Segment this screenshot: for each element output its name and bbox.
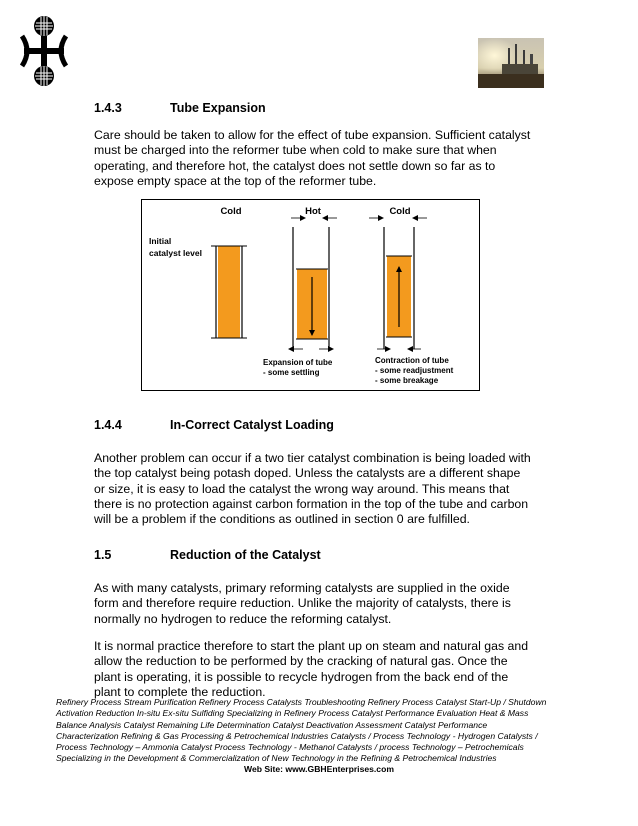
text-line: or size, it is easy to load the catalyst the wrong way around. This means that	[94, 481, 510, 496]
section-number: 1.5	[94, 548, 112, 562]
footer-line: Characterization Refining & Gas Processing & Petrochemical Industries Catalysts / Process Technology - Hydrogen Catalysts /	[56, 730, 538, 741]
text-line: will be a problem if the conditions as outlined in section 0 are fulfilled.	[94, 512, 470, 527]
footer-line: Activation Reduction In-situ Ex-situ Sulfiding Specializing in Refinery Process Catalyst Performance Evaluation Heat & Mass	[56, 708, 529, 719]
tube-expansion-diagram	[141, 199, 480, 391]
company-logo	[20, 14, 68, 88]
section-title: In-Correct Catalyst Loading	[170, 418, 334, 432]
paragraph-tube-expansion	[94, 128, 554, 189]
text-line: plant is operating, it is possible to recycle hydrogen from the back end of the	[94, 669, 509, 684]
text-line: must be charged into the reformer tube when cold to make sure that when	[94, 143, 497, 158]
tube-label-cold-1: Cold	[220, 206, 242, 217]
text-line: normally no hydrogen to reduce the reforming catalyst.	[94, 611, 392, 626]
tube-label-cold-2: Cold	[389, 206, 411, 217]
text-line: the top catalyst being potash doped. Unless the catalysts are a different shape	[94, 466, 521, 481]
paragraph-reduction-1	[94, 581, 554, 627]
initial-catalyst-label-2: catalyst level	[149, 248, 202, 258]
refinery-photo	[478, 38, 544, 88]
section-title: Tube Expansion	[170, 101, 266, 115]
section-heading-1-4-4	[94, 418, 494, 434]
section-heading-1-4-3	[94, 101, 494, 117]
section-title: Reduction of the Catalyst	[170, 548, 321, 562]
section-number: 1.4.4	[94, 418, 122, 432]
contraction-caption-2: - some readjustment	[375, 366, 454, 375]
text-line: It is normal practice therefore to start the plant up on steam and natural gas and	[94, 639, 529, 653]
section-number: 1.4.3	[94, 101, 122, 115]
text-line: As with many catalysts, primary reforming catalysts are supplied in the oxide	[94, 581, 510, 595]
footer-line: Refinery Process Stream Purification Refinery Process Catalysts Troubleshooting Refinery Process Catalyst Start-Up / Shutdown	[56, 697, 547, 707]
footer-services	[56, 697, 546, 765]
text-line: plant to complete the reduction.	[94, 684, 266, 699]
text-line: operating, and therefore hot, the catalyst does not settle down so far as to	[94, 158, 496, 173]
contraction-caption-3: - some breakage	[375, 376, 439, 385]
tube-label-hot: Hot	[305, 206, 321, 217]
text-line: allow the reduction to be performed by the cracking of natural gas. Once the	[94, 654, 508, 669]
footer-website: Web Site: www.GBHEnterprises.com	[244, 764, 394, 774]
expansion-caption-1: Expansion of tube	[263, 358, 333, 367]
text-line: there is no protection against carbon formation in the top of the tube and carbon	[94, 496, 529, 511]
text-line: form and therefore require reduction. Unlike the majority of catalysts, there is	[94, 596, 511, 611]
catalyst-fill-tube-1	[218, 246, 240, 338]
contraction-caption-1: Contraction of tube	[375, 356, 449, 365]
text-line: expose empty space at the top of the reformer tube.	[94, 173, 377, 188]
paragraph-reduction-2	[94, 639, 554, 700]
initial-catalyst-label-1: Initial	[149, 236, 172, 246]
paragraph-incorrect-loading	[94, 451, 554, 527]
text-line: Another problem can occur if a two tier catalyst combination is being loaded with	[94, 451, 531, 465]
expansion-caption-2: - some settling	[263, 368, 320, 377]
footer-line: Balance Analysis Catalyst Remaining Life Determination Catalyst Deactivation Assessment Catalyst Performance	[56, 719, 488, 730]
section-heading-1-5	[94, 548, 494, 564]
text-line: Care should be taken to allow for the effect of tube expansion. Sufficient catalyst	[94, 128, 531, 142]
footer-line: Specializing in the Development & Commercialization of New Technology in the Refining & Petrochemical Industries	[56, 753, 497, 764]
footer-line: Process Technology – Ammonia Catalyst Process Technology - Methanol Catalysts / process Technology – Petrochemicals	[56, 742, 524, 753]
